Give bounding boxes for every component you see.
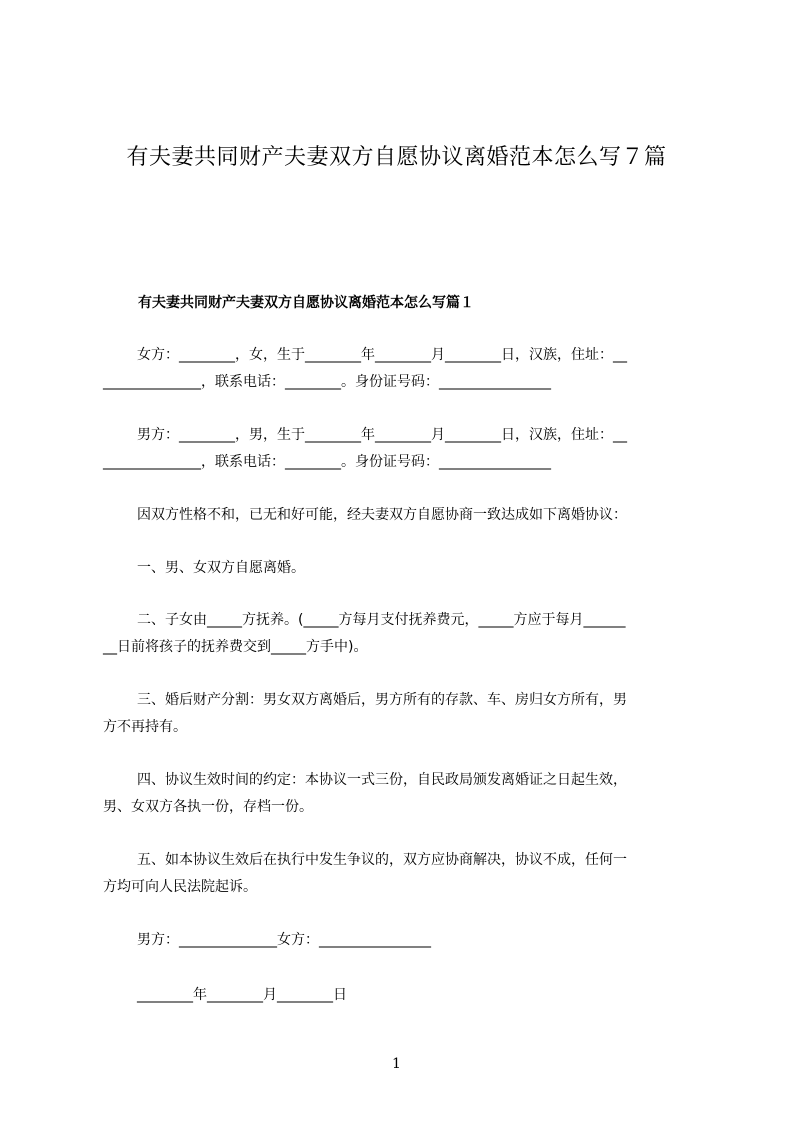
paragraph-line: 四、协议生效时间的约定：本协议一式三份，自民政局颁发离婚证之日起生效， [137, 772, 627, 788]
page-title: 有夫妻共同财产夫妻双方自愿协议离婚范本怎么写７篇 [126, 145, 667, 170]
clause-3 [103, 687, 703, 741]
paragraph-line: 五、如本协议生效后在执行中发生争议的，双方应协商解决，协议不成，任何一 [137, 852, 627, 868]
paragraph-line: 二、子女由_____方抚养。(_____方每月支付抚养费元，_____方应于每月______ [137, 612, 626, 628]
section-heading: 有夫妻共同财产夫妻双方自愿协议离婚范本怎么写篇１ [138, 295, 474, 311]
date-line [103, 982, 703, 1009]
paragraph-line: __日前将孩子的抚养费交到_____方手中)。 [103, 639, 368, 655]
paragraph-preamble [103, 502, 703, 529]
clause-5 [103, 847, 703, 901]
paragraph-line: 男、女双方各执一份，存档一份。 [103, 799, 313, 815]
signature-line [103, 927, 703, 954]
paragraph-line: 女方：________，女，生于________年________月________日，汉族，住址：__ [137, 347, 627, 363]
paragraph-line: 男方：______________女方：________________ [137, 932, 431, 948]
paragraph-line: 因双方性格不和，已无和好可能，经夫妻双方自愿协商一致达成如下离婚协议： [137, 507, 627, 523]
paragraph-line: 男方：________，男，生于________年________月________日，汉族，住址：__ [137, 427, 627, 443]
clause-2 [103, 607, 703, 661]
paragraph-line: 三、婚后财产分割：男女双方离婚后，男方所有的存款、车、房归女方所有，男 [137, 692, 627, 708]
paragraph-line: 方不再持有。 [103, 719, 187, 735]
paragraph-line: ________年________月________日 [137, 987, 347, 1003]
paragraph-male-party [103, 422, 703, 476]
page-number: 1 [392, 1056, 401, 1072]
paragraph-line: ______________，联系电话：________。身份证号码：________________ [103, 374, 551, 390]
paragraph-line: 方均可向人民法院起诉。 [103, 879, 257, 895]
paragraph-line: ______________，联系电话：________。身份证号码：________________ [103, 454, 551, 470]
clause-4 [103, 767, 703, 821]
paragraph-line: 一、男、女双方自愿离婚。 [137, 560, 305, 576]
clause-1 [103, 555, 703, 582]
paragraph-female-party [103, 342, 703, 396]
